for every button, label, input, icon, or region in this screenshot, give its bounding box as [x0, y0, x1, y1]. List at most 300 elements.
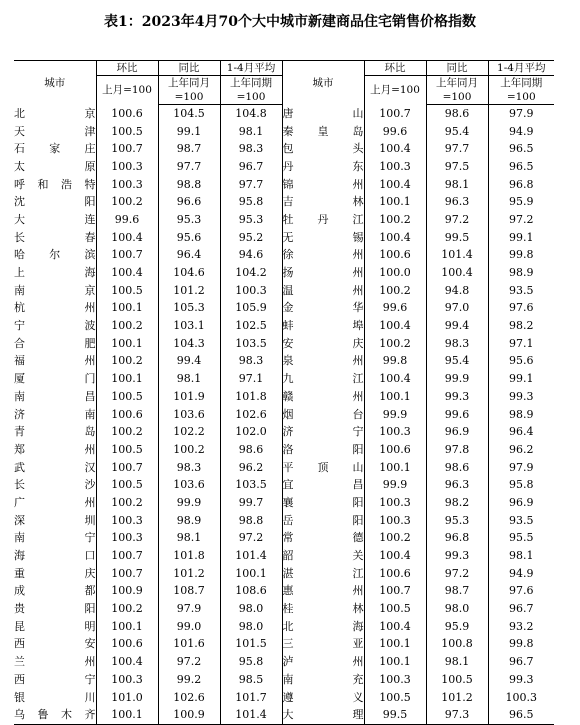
city-name-left: 重庆 [14, 566, 96, 580]
mom-value-right: 100.7 [364, 583, 426, 601]
yoy-value-left: 101.6 [158, 636, 220, 654]
yoy-value-left: 99.9 [158, 494, 220, 512]
city-name-right: 蚌埠 [282, 317, 364, 335]
mom-value-left: 100.3 [96, 512, 158, 530]
ytd-value-left: 104.8 [220, 105, 282, 123]
ytd-value-left: 98.3 [220, 140, 282, 158]
ytd-value-right: 98.1 [488, 547, 554, 565]
ytd-value-right: 96.5 [488, 158, 554, 176]
yoy-value-left: 99.4 [158, 353, 220, 371]
mom-value-right: 100.3 [364, 494, 426, 512]
yoy-value-right: 97.5 [426, 158, 488, 176]
mom-value-left: 100.9 [96, 583, 158, 601]
ytd-value-left: 98.5 [220, 671, 282, 689]
yoy-value-left: 96.4 [158, 247, 220, 265]
city-name-left: 合肥 [14, 336, 96, 350]
mom-value-left: 100.3 [96, 671, 158, 689]
mom-value-right: 99.9 [364, 476, 426, 494]
city-name-left: 广州 [14, 495, 96, 509]
yoy-value-left: 101.2 [158, 282, 220, 300]
city-name-left: 哈尔滨 [14, 248, 96, 262]
yoy-value-right: 96.8 [426, 530, 488, 548]
city-name-left: 南昌 [14, 389, 96, 403]
yoy-value-left: 98.1 [158, 370, 220, 388]
yoy-value-right: 99.3 [426, 388, 488, 406]
yoy-value-left: 97.2 [158, 653, 220, 671]
city-name-right: 扬州 [282, 264, 364, 282]
subheader-mom-left: 上月=100 [96, 76, 158, 105]
price-index-table [14, 60, 554, 725]
ytd-value-left: 99.7 [220, 494, 282, 512]
mom-value-left: 100.2 [96, 423, 158, 441]
yoy-value-left: 98.8 [158, 176, 220, 194]
mom-value-right: 100.2 [364, 211, 426, 229]
ytd-value-right: 99.1 [488, 370, 554, 388]
ytd-value-left: 101.4 [220, 706, 282, 724]
table-row [14, 193, 554, 211]
city-name-right: 吉林 [282, 193, 364, 211]
ytd-value-right: 96.5 [488, 140, 554, 158]
table-row [14, 671, 554, 689]
yoy-value-left: 103.1 [158, 317, 220, 335]
city-name-right: 常德 [282, 530, 364, 548]
table-row [14, 247, 554, 265]
yoy-value-left: 99.0 [158, 618, 220, 636]
city-name-right: 温州 [282, 282, 364, 300]
city-name-right: 牡丹江 [282, 211, 364, 229]
city-name-right: 平顶山 [282, 459, 364, 477]
table-row [14, 317, 554, 335]
yoy-value-right: 96.3 [426, 193, 488, 211]
ytd-value-left: 95.3 [220, 211, 282, 229]
mom-value-left: 100.4 [96, 653, 158, 671]
mom-value-left: 100.2 [96, 193, 158, 211]
mom-value-left: 100.5 [96, 123, 158, 141]
ytd-value-left: 108.6 [220, 583, 282, 601]
ytd-value-left: 98.1 [220, 123, 282, 141]
yoy-value-right: 101.2 [426, 689, 488, 707]
mom-value-right: 100.1 [364, 636, 426, 654]
yoy-value-right: 98.0 [426, 600, 488, 618]
mom-value-left: 99.6 [96, 211, 158, 229]
table-row [14, 494, 554, 512]
mom-value-right: 100.5 [364, 600, 426, 618]
ytd-value-left: 97.2 [220, 530, 282, 548]
mom-value-left: 100.2 [96, 600, 158, 618]
subheader-yoy-left-2: =100 [158, 90, 220, 105]
mom-value-right: 100.3 [364, 158, 426, 176]
yoy-value-left: 108.7 [158, 583, 220, 601]
table-row [14, 264, 554, 282]
city-name-right: 泉州 [282, 353, 364, 371]
yoy-value-right: 95.4 [426, 123, 488, 141]
yoy-value-right: 100.8 [426, 636, 488, 654]
city-name-right: 北海 [282, 618, 364, 636]
yoy-value-left: 96.6 [158, 193, 220, 211]
header-mom-left: 环比 [96, 61, 158, 76]
yoy-value-right: 101.4 [426, 247, 488, 265]
mom-value-right: 100.2 [364, 335, 426, 353]
city-name-right: 宜昌 [282, 476, 364, 494]
city-name-left: 昆明 [14, 619, 96, 633]
table-row [14, 530, 554, 548]
yoy-value-left: 103.6 [158, 476, 220, 494]
yoy-value-right: 100.5 [426, 671, 488, 689]
table-row [14, 459, 554, 477]
city-name-left: 武汉 [14, 460, 96, 474]
city-name-left: 长沙 [14, 478, 96, 492]
yoy-value-right: 95.3 [426, 512, 488, 530]
ytd-value-right: 99.8 [488, 636, 554, 654]
mom-value-left: 100.6 [96, 105, 158, 123]
yoy-value-left: 101.8 [158, 547, 220, 565]
mom-value-right: 100.1 [364, 193, 426, 211]
subheader-yoy-right-2: =100 [426, 90, 488, 105]
ytd-value-left: 101.5 [220, 636, 282, 654]
header-yoy-right: 同比 [426, 61, 488, 76]
mom-value-left: 100.1 [96, 706, 158, 724]
yoy-value-right: 95.4 [426, 353, 488, 371]
yoy-value-left: 100.9 [158, 706, 220, 724]
yoy-value-right: 96.9 [426, 423, 488, 441]
ytd-value-right: 95.5 [488, 530, 554, 548]
table-row [14, 565, 554, 583]
ytd-value-right: 99.1 [488, 229, 554, 247]
yoy-value-left: 95.6 [158, 229, 220, 247]
ytd-value-left: 95.2 [220, 229, 282, 247]
subheader-yoy-right-1: 上年同月 [426, 76, 488, 91]
city-name-left: 乌鲁木齐 [14, 706, 96, 724]
city-name-right: 惠州 [282, 583, 364, 601]
yoy-value-right: 97.8 [426, 441, 488, 459]
mom-value-right: 100.6 [364, 247, 426, 265]
mom-value-left: 100.3 [96, 158, 158, 176]
yoy-value-right: 97.0 [426, 300, 488, 318]
city-name-left: 济南 [14, 407, 96, 421]
subheader-yoy-left-1: 上年同月 [158, 76, 220, 91]
mom-value-left: 100.7 [96, 547, 158, 565]
city-name-left: 郑州 [14, 442, 96, 456]
mom-value-right: 100.3 [364, 423, 426, 441]
table-title: 表1：2023年4月70个大中城市新建商品住宅销售价格指数 [104, 14, 476, 30]
mom-value-left: 100.7 [96, 565, 158, 583]
ytd-value-left: 97.1 [220, 370, 282, 388]
city-name-left: 沈阳 [14, 195, 96, 209]
mom-value-right: 100.4 [364, 140, 426, 158]
yoy-value-left: 97.7 [158, 158, 220, 176]
mom-value-right: 100.0 [364, 264, 426, 282]
yoy-value-right: 97.2 [426, 211, 488, 229]
mom-value-left: 101.0 [96, 689, 158, 707]
mom-value-left: 100.6 [96, 636, 158, 654]
mom-value-right: 99.6 [364, 123, 426, 141]
mom-value-left: 100.1 [96, 370, 158, 388]
city-name-left: 厦门 [14, 372, 96, 386]
ytd-value-right: 96.7 [488, 600, 554, 618]
table-row [14, 211, 554, 229]
yoy-value-left: 104.5 [158, 105, 220, 123]
subheader-ytd-left-2: =100 [220, 90, 282, 105]
ytd-value-left: 98.6 [220, 441, 282, 459]
table-row [14, 441, 554, 459]
table-row [14, 618, 554, 636]
ytd-value-left: 94.6 [220, 247, 282, 265]
table-row [14, 105, 554, 123]
yoy-value-right: 98.1 [426, 176, 488, 194]
ytd-value-left: 100.3 [220, 282, 282, 300]
city-name-left: 青岛 [14, 425, 96, 439]
mom-value-right: 100.4 [364, 317, 426, 335]
mom-value-left: 100.5 [96, 282, 158, 300]
yoy-value-left: 98.3 [158, 459, 220, 477]
city-name-right: 锦州 [282, 176, 364, 194]
mom-value-right: 100.7 [364, 105, 426, 123]
city-name-right: 九江 [282, 370, 364, 388]
mom-value-left: 100.5 [96, 441, 158, 459]
mom-value-left: 100.4 [96, 264, 158, 282]
mom-value-left: 100.4 [96, 229, 158, 247]
ytd-value-right: 94.9 [488, 123, 554, 141]
city-name-left: 宁波 [14, 319, 96, 333]
mom-value-right: 99.9 [364, 406, 426, 424]
ytd-value-right: 97.2 [488, 211, 554, 229]
table-row [14, 353, 554, 371]
ytd-value-right: 96.4 [488, 423, 554, 441]
city-name-right: 无锡 [282, 229, 364, 247]
city-name-right: 泸州 [282, 653, 364, 671]
mom-value-right: 100.4 [364, 618, 426, 636]
table-row [14, 300, 554, 318]
subheader-ytd-left-1: 上年同期 [220, 76, 282, 91]
ytd-value-left: 102.5 [220, 317, 282, 335]
mom-value-left: 100.5 [96, 476, 158, 494]
ytd-value-right: 98.9 [488, 406, 554, 424]
ytd-value-left: 101.4 [220, 547, 282, 565]
mom-value-right: 100.6 [364, 565, 426, 583]
city-name-left: 长春 [14, 230, 96, 244]
mom-value-left: 100.1 [96, 335, 158, 353]
mom-value-left: 100.2 [96, 317, 158, 335]
ytd-value-right: 97.6 [488, 583, 554, 601]
ytd-value-right: 96.7 [488, 653, 554, 671]
ytd-value-left: 98.0 [220, 600, 282, 618]
yoy-value-right: 100.4 [426, 264, 488, 282]
ytd-value-right: 95.6 [488, 353, 554, 371]
table-row [14, 423, 554, 441]
table-row [14, 476, 554, 494]
mom-value-right: 100.5 [364, 689, 426, 707]
subheader-ytd-right-1: 上年同期 [488, 76, 554, 91]
mom-value-left: 100.7 [96, 140, 158, 158]
mom-value-right: 99.5 [364, 706, 426, 724]
city-name-left: 银川 [14, 690, 96, 704]
mom-value-right: 100.1 [364, 653, 426, 671]
city-name-left: 北京 [14, 106, 96, 120]
mom-value-right: 100.4 [364, 370, 426, 388]
ytd-value-right: 96.8 [488, 176, 554, 194]
ytd-value-left: 105.9 [220, 300, 282, 318]
city-name-left: 贵阳 [14, 602, 96, 616]
ytd-value-left: 100.1 [220, 565, 282, 583]
table-row [14, 388, 554, 406]
city-name-right: 金华 [282, 300, 364, 318]
ytd-value-left: 98.8 [220, 512, 282, 530]
mom-value-right: 99.8 [364, 353, 426, 371]
mom-value-right: 100.3 [364, 512, 426, 530]
ytd-value-right: 97.9 [488, 105, 554, 123]
ytd-value-right: 94.9 [488, 565, 554, 583]
table-row [14, 689, 554, 707]
header-yoy-left: 同比 [158, 61, 220, 76]
city-name-right: 襄阳 [282, 494, 364, 512]
mom-value-left: 100.2 [96, 353, 158, 371]
ytd-value-right: 99.3 [488, 671, 554, 689]
yoy-value-left: 98.9 [158, 512, 220, 530]
yoy-value-left: 97.9 [158, 600, 220, 618]
city-name-right: 丹东 [282, 158, 364, 176]
table-row [14, 370, 554, 388]
ytd-value-right: 96.9 [488, 494, 554, 512]
ytd-value-left: 96.2 [220, 459, 282, 477]
city-name-right: 赣州 [282, 388, 364, 406]
table-row [14, 653, 554, 671]
yoy-value-left: 104.6 [158, 264, 220, 282]
ytd-value-right: 99.8 [488, 247, 554, 265]
yoy-value-left: 102.6 [158, 689, 220, 707]
mom-value-left: 100.7 [96, 247, 158, 265]
ytd-value-left: 103.5 [220, 335, 282, 353]
city-name-right: 遵义 [282, 689, 364, 707]
ytd-value-right: 98.2 [488, 317, 554, 335]
city-name-right: 唐山 [282, 105, 364, 123]
mom-value-right: 100.2 [364, 282, 426, 300]
mom-value-right: 100.4 [364, 176, 426, 194]
mom-value-left: 100.6 [96, 406, 158, 424]
city-name-right: 韶关 [282, 547, 364, 565]
city-name-left: 福州 [14, 354, 96, 368]
ytd-value-left: 101.8 [220, 388, 282, 406]
ytd-value-left: 95.8 [220, 193, 282, 211]
ytd-value-left: 102.0 [220, 423, 282, 441]
city-name-right: 济宁 [282, 423, 364, 441]
yoy-value-left: 102.2 [158, 423, 220, 441]
city-name-left: 成都 [14, 584, 96, 598]
mom-value-left: 100.2 [96, 494, 158, 512]
yoy-value-left: 98.1 [158, 530, 220, 548]
mom-value-right: 100.2 [364, 530, 426, 548]
ytd-value-right: 96.5 [488, 706, 554, 724]
yoy-value-left: 105.3 [158, 300, 220, 318]
ytd-value-right: 93.2 [488, 618, 554, 636]
city-name-right: 包头 [282, 140, 364, 158]
ytd-value-left: 98.3 [220, 353, 282, 371]
table-row [14, 636, 554, 654]
yoy-value-left: 95.3 [158, 211, 220, 229]
mom-value-left: 100.1 [96, 300, 158, 318]
mom-value-right: 99.6 [364, 300, 426, 318]
city-name-left: 深圳 [14, 513, 96, 527]
city-name-right: 秦皇岛 [282, 123, 364, 141]
ytd-value-right: 95.8 [488, 476, 554, 494]
yoy-value-left: 99.2 [158, 671, 220, 689]
table-row [14, 583, 554, 601]
city-name-right: 徐州 [282, 247, 364, 265]
yoy-value-right: 99.3 [426, 547, 488, 565]
table-row [14, 512, 554, 530]
yoy-value-left: 104.3 [158, 335, 220, 353]
ytd-value-left: 98.0 [220, 618, 282, 636]
mom-value-right: 100.1 [364, 388, 426, 406]
subheader-mom-right: 上月=100 [364, 76, 426, 105]
yoy-value-right: 96.3 [426, 476, 488, 494]
yoy-value-right: 98.2 [426, 494, 488, 512]
table-row [14, 140, 554, 158]
yoy-value-right: 98.1 [426, 653, 488, 671]
yoy-value-right: 99.4 [426, 317, 488, 335]
yoy-value-right: 97.3 [426, 706, 488, 724]
header-city-right: 城市 [282, 61, 364, 105]
city-name-right: 三亚 [282, 636, 364, 654]
yoy-value-right: 99.5 [426, 229, 488, 247]
table-row [14, 123, 554, 141]
ytd-value-left: 102.6 [220, 406, 282, 424]
table-row [14, 229, 554, 247]
ytd-value-right: 97.1 [488, 335, 554, 353]
city-name-right: 洛阳 [282, 441, 364, 459]
yoy-value-right: 99.6 [426, 406, 488, 424]
ytd-value-right: 99.3 [488, 388, 554, 406]
yoy-value-right: 94.8 [426, 282, 488, 300]
city-name-left: 杭州 [14, 301, 96, 315]
mom-value-right: 100.4 [364, 229, 426, 247]
mom-value-left: 100.3 [96, 530, 158, 548]
city-name-left: 石家庄 [14, 142, 96, 156]
header-city-left: 城市 [14, 61, 96, 105]
ytd-value-right: 93.5 [488, 282, 554, 300]
table-row [14, 547, 554, 565]
ytd-value-right: 96.2 [488, 441, 554, 459]
mom-value-left: 100.5 [96, 388, 158, 406]
yoy-value-right: 99.9 [426, 370, 488, 388]
city-name-left: 太原 [14, 159, 96, 173]
city-name-right: 南充 [282, 671, 364, 689]
table-row [14, 158, 554, 176]
mom-value-left: 100.1 [96, 618, 158, 636]
yoy-value-right: 98.3 [426, 335, 488, 353]
mom-value-right: 100.1 [364, 459, 426, 477]
ytd-value-left: 97.7 [220, 176, 282, 194]
ytd-value-left: 104.2 [220, 264, 282, 282]
yoy-value-left: 100.2 [158, 441, 220, 459]
yoy-value-right: 97.2 [426, 565, 488, 583]
city-name-left: 呼和浩特 [14, 177, 96, 191]
city-name-left: 西安 [14, 637, 96, 651]
table-row [14, 600, 554, 618]
city-name-left: 兰州 [14, 655, 96, 669]
ytd-value-right: 97.9 [488, 459, 554, 477]
mom-value-right: 100.3 [364, 671, 426, 689]
city-name-left: 南宁 [14, 531, 96, 545]
ytd-value-right: 97.6 [488, 300, 554, 318]
header-ytd-left: 1-4月平均 [220, 61, 282, 76]
city-name-left: 大连 [14, 212, 96, 226]
ytd-value-right: 95.9 [488, 193, 554, 211]
yoy-value-right: 98.7 [426, 583, 488, 601]
yoy-value-right: 97.7 [426, 140, 488, 158]
table-row [14, 406, 554, 424]
table-row [14, 706, 554, 724]
yoy-value-left: 103.6 [158, 406, 220, 424]
